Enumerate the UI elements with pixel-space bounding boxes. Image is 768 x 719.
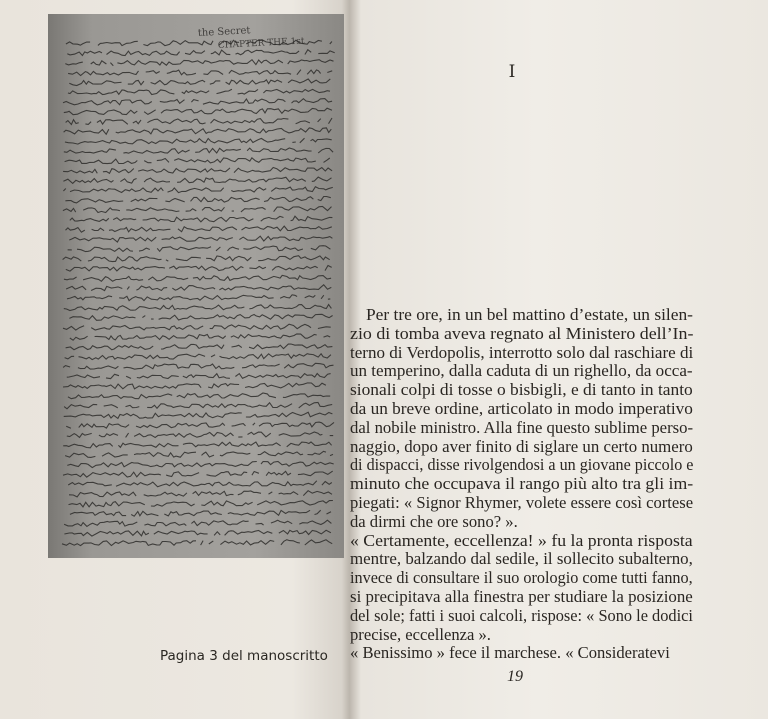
manuscript-photo	[48, 14, 344, 558]
text-line: dal nobile ministro. Alla fine questo sublime perso-	[350, 417, 694, 437]
text-line: da un breve ordine, articolato in modo imperativo	[350, 399, 693, 418]
text-line: Per tre ore, in un bel mattino d’estate, un silen-	[366, 305, 693, 324]
left-page	[0, 0, 348, 719]
text-line: del sole; fatti i suoi calcoli, rispose: « Sono le dodici	[350, 605, 693, 625]
manuscript-image	[48, 14, 344, 558]
svg-text:CHAPTER THE 1st: CHAPTER THE 1st	[217, 36, 305, 51]
text-line: si precipitava alla finestra per studiare la posizione	[350, 587, 693, 606]
text-line: naggio, dopo aver finito di siglare un certo numero	[350, 436, 693, 456]
text-line: « Benissimo » fece il marchese. « Consideratevi	[350, 643, 670, 663]
text-line: minuto che occupava il rango più alto tra gli im-	[350, 474, 694, 494]
text-line: mentre, balzando dal sedile, il sollecito subalterno,	[350, 549, 693, 569]
text-line: « Certamente, eccellenza! » fu la pronta risposta	[350, 530, 693, 550]
chapter-number: I	[508, 62, 516, 82]
right-page	[348, 0, 768, 719]
text-line: zio di tomba aveva regnato al Ministero dell’In-	[350, 323, 694, 343]
text-line: sionali colpi di tosse o bisbigli, e di tanto in tanto	[350, 380, 693, 400]
text-line: precise, eccellenza ».	[350, 624, 491, 644]
text-line: da dirmi che ore sono? ».	[350, 511, 518, 531]
photo-caption: Pagina 3 del manoscritto	[160, 648, 328, 664]
text-line: di dispacci, disse rivolgendosi a un giovane piccolo e	[350, 455, 694, 475]
text-line: piegati: « Signor Rhymer, volete essere così cortese	[350, 493, 694, 512]
page-number: 19	[507, 668, 523, 685]
text-line: invece di consultare il suo orologio come tutti fanno,	[350, 568, 693, 588]
manuscript-title-fragment: the Secret	[197, 25, 251, 39]
text-line: un temperino, dalla caduta di un righello, da occa-	[350, 361, 693, 381]
text-line: terno di Verdopolis, interrotto solo dal raschiare di	[350, 342, 694, 362]
